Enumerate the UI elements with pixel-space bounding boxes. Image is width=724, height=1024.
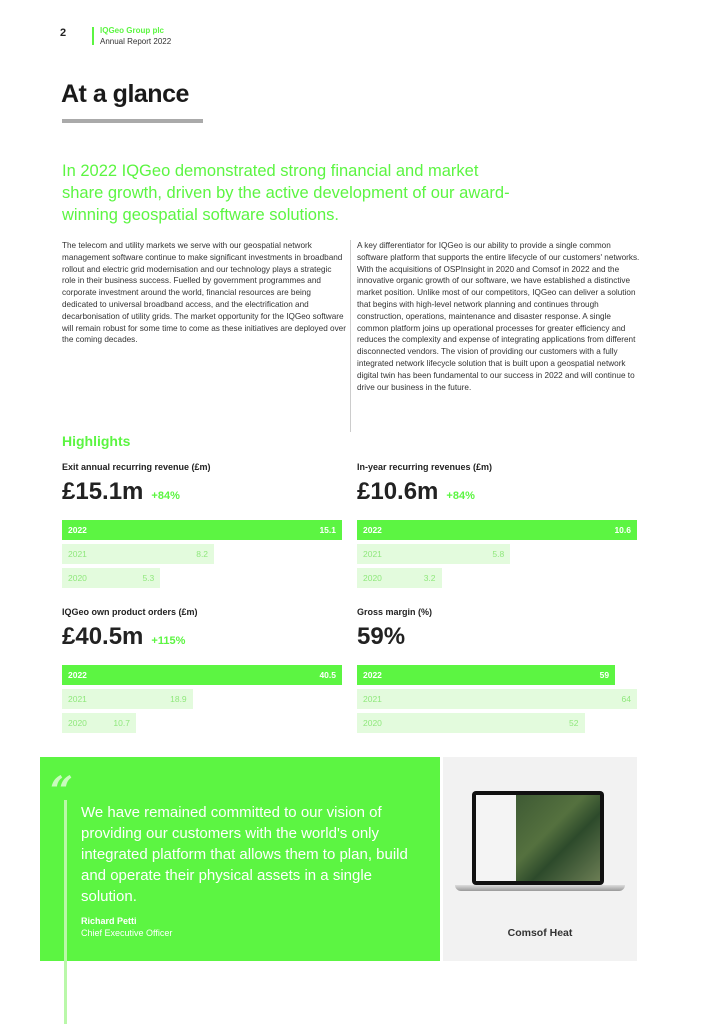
metric-3 — [357, 607, 637, 733]
bar-value: 10.7 — [113, 718, 130, 728]
metric-number: £10.6m — [357, 478, 439, 505]
metric-label: In-year recurring revenues (£m) — [357, 462, 493, 472]
metric-change: +115% — [151, 635, 186, 647]
laptop-base — [455, 885, 625, 891]
quote-mark-icon: “ — [50, 768, 74, 815]
bar-value: 18.9 — [170, 694, 187, 704]
bar-value: 40.5 — [319, 670, 336, 680]
metric-number: £15.1m — [62, 478, 144, 505]
bar-2020 — [62, 713, 136, 733]
quote-author: Richard Petti — [81, 916, 137, 926]
metric-value — [62, 478, 342, 512]
bar-2020 — [62, 568, 160, 588]
product-name: Comsof Heat — [507, 927, 573, 939]
metric-label: Gross margin (%) — [357, 607, 433, 617]
metric-1 — [357, 462, 637, 588]
bar-value: 64 — [621, 694, 631, 704]
metric-value — [357, 478, 637, 512]
bar-year: 2020 — [68, 573, 87, 583]
bar-year: 2021 — [68, 694, 87, 704]
bar-value: 3.2 — [423, 573, 436, 583]
bar-value: 52 — [569, 718, 579, 728]
bar-value: 8.2 — [196, 549, 209, 559]
bar-2021 — [357, 544, 510, 564]
bar-2022 — [357, 665, 615, 685]
bar-year: 2022 — [363, 525, 382, 535]
bar-year: 2022 — [68, 525, 87, 535]
metric-change: +84% — [446, 490, 475, 502]
bar-2020 — [357, 713, 585, 733]
quote-text: We have remained committed to our vision of providing our customers with the world's only integrated platform that allows them to plan, build and operate their physical assets in a single solution. — [81, 804, 408, 905]
bar-2021 — [357, 689, 637, 709]
bar-value: 15.1 — [319, 525, 336, 535]
bar-2021 — [62, 544, 214, 564]
metric-2 — [62, 607, 342, 733]
bar-year: 2021 — [68, 549, 87, 559]
bar-year: 2020 — [363, 573, 382, 583]
metric-number: £40.5m — [62, 623, 144, 650]
metric-label: IQGeo own product orders (£m) — [62, 607, 198, 617]
quote-role: Chief Executive Officer — [81, 928, 173, 938]
metric-change: +84% — [151, 490, 180, 502]
bar-2022 — [62, 665, 342, 685]
bar-value: 10.6 — [614, 525, 631, 535]
bar-value: 5.3 — [142, 573, 155, 583]
bar-year: 2022 — [363, 670, 382, 680]
bar-2022 — [357, 520, 637, 540]
bar-year: 2021 — [363, 549, 382, 559]
title-underline — [62, 119, 203, 123]
metric-label: Exit annual recurring revenue (£m) — [62, 462, 211, 472]
metric-0 — [62, 462, 342, 588]
bar-year: 2021 — [363, 694, 382, 704]
page-number: 2 — [60, 27, 67, 39]
bar-2020 — [357, 568, 442, 588]
company-name: IQGeo Group plc — [100, 26, 165, 35]
bar-2021 — [62, 689, 193, 709]
bar-2022 — [62, 520, 342, 540]
report-name: Annual Report 2022 — [100, 37, 172, 46]
metric-number: 59% — [357, 623, 406, 650]
laptop-image — [472, 791, 604, 885]
metric-value — [357, 623, 637, 657]
column-divider — [350, 240, 351, 432]
bar-year: 2020 — [363, 718, 382, 728]
page-title: At a glance — [61, 80, 189, 108]
bar-value: 59 — [599, 670, 610, 680]
body-left: The telecom and utility markets we serve with our geospatial network management software continue to make significant investments in broadband rollout and electric grid modernisation and our technology plays a strategic role in their business success. Fuelled by government programmes and corporate investment around the world, financial resources are being dedicated to universal broadband access, and the electrification and decarbonisation of utility grids. The market opportunity for the IQGeo software will remain robust for some time to come as these initiatives are deployed over the coming decades. — [62, 241, 346, 345]
quote-line — [64, 800, 67, 1024]
bar-year: 2022 — [68, 670, 87, 680]
quote-content — [81, 802, 426, 939]
metric-value — [62, 623, 342, 657]
lead-paragraph: In 2022 IQGeo demonstrated strong financial and market share growth, driven by the active development of our award-winning geospatial software solutions. — [62, 162, 510, 224]
highlights-heading: Highlights — [62, 433, 131, 449]
header-divider — [92, 27, 94, 45]
bar-year: 2020 — [68, 718, 87, 728]
bar-value: 5.8 — [492, 549, 505, 559]
body-right: A key differentiator for IQGeo is our ability to provide a single common software platform that supports the entire lifecycle of our customers' networks. With the acquisitions of OSPInsight in 2020 and Comsof in 2022 and the innovative organic growth of our software, we have established a distinctive market position. Unlike most of our competitors, IQGeo can deliver a solution that begins with high-level network planning and continues through construction, operations, maintenance and disaster response. A single common platform joins up operational processes for greater efficiency and reduces the complexity and expense of integrating applications from different disconnected vendors. The vision of providing our customers with a fully integrated network lifecycle solution that is built upon a geospatial network digital twin has been fundamental to our success in 2022 and will continue to drive our business in the future. — [357, 241, 640, 392]
